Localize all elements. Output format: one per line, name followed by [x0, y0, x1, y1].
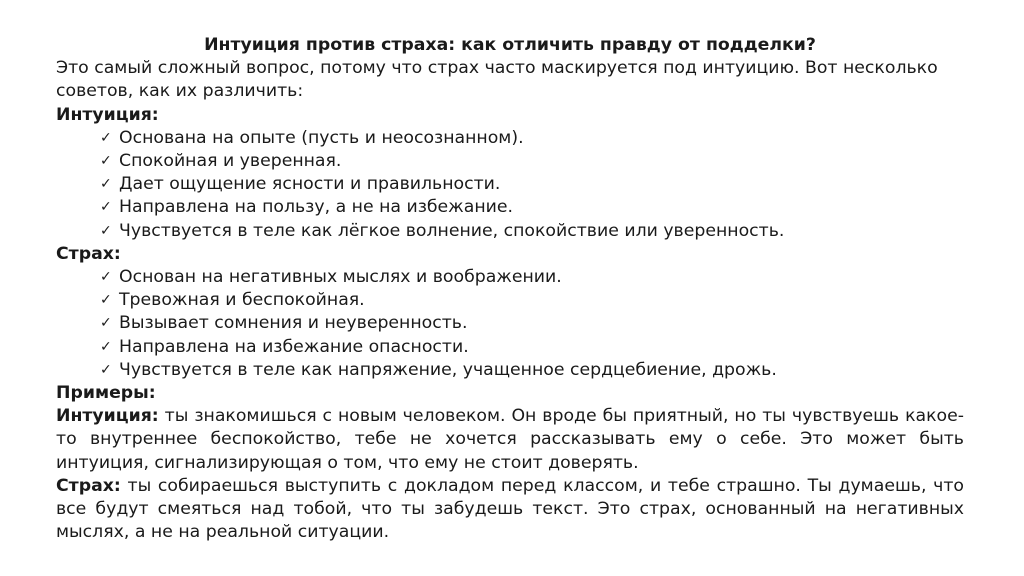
list-item: [100, 289, 964, 312]
fear-example: [56, 475, 964, 545]
check-icon: ✓: [100, 129, 112, 146]
list-item-text: Основан на негативных мыслях и воображении.: [119, 267, 562, 288]
list-item-text: Дает ощущение ясности и правильности.: [119, 174, 501, 195]
check-icon: ✓: [100, 315, 112, 332]
list-item-text: Чувствуется в теле как лёгкое волнение, спокойствие или уверенность.: [119, 220, 785, 241]
document-page: [56, 34, 964, 544]
check-icon: ✓: [100, 199, 112, 216]
fear-heading: Страх:: [56, 243, 121, 264]
list-item: [100, 266, 964, 289]
intro-paragraph: Это самый сложный вопрос, потому что страх часто маскируется под интуицию. Вот несколько советов, как их различить:: [56, 58, 938, 102]
list-item-text: Направлена на пользу, а не на избежание.: [119, 197, 513, 218]
list-item: [100, 220, 964, 243]
intuition-list: [56, 127, 964, 243]
list-item-text: Чувствуется в теле как напряжение, учащенное сердцебиение, дрожь.: [119, 359, 777, 380]
list-item-text: Основана на опыте (пусть и неосознанном).: [119, 127, 524, 148]
list-item-text: Тревожная и беспокойная.: [119, 290, 365, 311]
fear-example-label: Страх:: [56, 475, 121, 496]
check-icon: ✓: [100, 222, 112, 239]
list-item-text: Спокойная и уверенная.: [119, 151, 342, 172]
list-item: [100, 312, 964, 335]
list-item: [100, 196, 964, 219]
intuition-example: [56, 405, 964, 475]
page-title: Интуиция против страха: как отличить правду от подделки?: [204, 35, 816, 55]
check-icon: ✓: [100, 153, 112, 170]
intuition-heading: Интуиция:: [56, 104, 159, 125]
list-item: [100, 150, 964, 173]
list-item: [100, 127, 964, 150]
examples-heading: Примеры:: [56, 383, 156, 404]
list-item-text: Направлена на избежание опасности.: [119, 336, 469, 357]
list-item: [100, 359, 964, 382]
list-item-text: Вызывает сомнения и неуверенность.: [119, 313, 468, 334]
intuition-example-label: Интуиция:: [56, 406, 159, 427]
intuition-example-text: ты знакомишься с новым человеком. Он вроде бы приятный, но ты чувствуешь какое-то внутреннее беспокойство, тебе не хочется рассказывать ему о себе. Это может быть интуиция, сигнализирующая о том, что ему не стоит доверять.: [56, 406, 964, 473]
list-item: [100, 173, 964, 196]
check-icon: ✓: [100, 176, 112, 193]
check-icon: ✓: [100, 269, 112, 286]
list-item: [100, 336, 964, 359]
fear-list: [56, 266, 964, 382]
check-icon: ✓: [100, 361, 112, 378]
fear-example-text: ты собираешься выступить с докладом перед классом, и тебе страшно. Ты думаешь, что все будут смеяться над тобой, что ты забудешь текст. Это страх, основанный на негативных мыслях, а не на реальной ситуации.: [56, 475, 964, 543]
check-icon: ✓: [100, 338, 112, 355]
check-icon: ✓: [100, 292, 112, 309]
